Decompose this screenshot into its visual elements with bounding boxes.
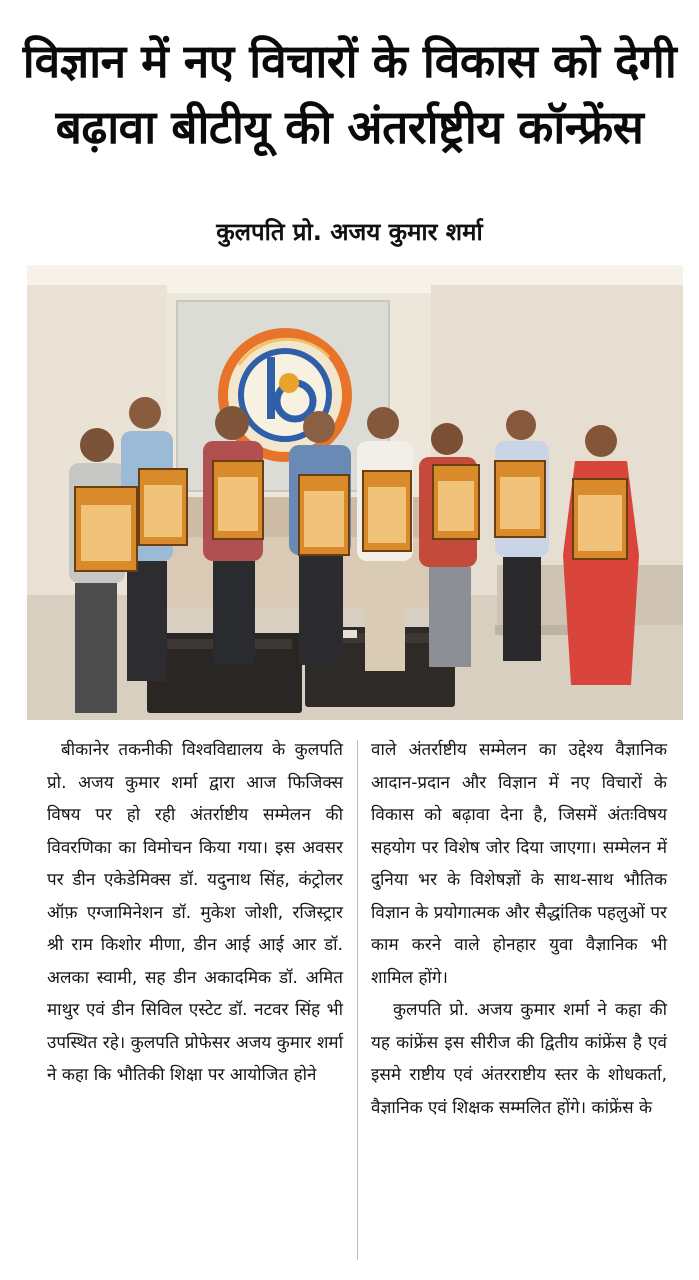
headline-line-1: विज्ञान में नए विचारों के विकास को देगी <box>22 34 677 88</box>
article-paragraph: वाले अंतर्राष्टीय सम्मेलन का उद्देश्य वैज्ञानिक आदान-प्रदान और विज्ञान में नए विचारों के विकास को बढ़ावा देना है, जिसमें अंतःविषय सहयोग पर विशेष जोर दिया जाएगा। सम्मेलन में दुनिया भर के विशेषज्ञों के साथ-साथ भौतिक विज्ञान के प्रयोगात्मक और सैद्धांतिक पहलुओं पर काम करने वाले होनहार युवा वैज्ञानिक भी शामिल होंगे। <box>371 740 667 988</box>
headline <box>0 28 699 160</box>
news-photo <box>27 265 683 720</box>
article-paragraph: कुलपति प्रो. अजय कुमार शर्मा ने कहा की यह कांफ्रेंस इस सीरीज की द्वितीय कांफ्रेंस है एवं इसमे राष्टीय एवं अंतरराष्टीय स्तर के शोधकर्ता, वैज्ञानिक एवं शिक्षक सम्मलित होंगे। कांफ्रेंस के <box>371 1000 667 1118</box>
byline: कुलपति प्रो. अजय कुमार शर्मा <box>216 218 483 246</box>
article-body <box>47 734 683 1274</box>
headline-line-2: बढ़ावा बीटीयू की अंतर्राष्ट्रीय कॉन्फ्रेंस <box>55 100 644 154</box>
article-paragraph: बीकानेर तकनीकी विश्वविद्यालय के कुलपति प्रो. अजय कुमार शर्मा द्वारा आज फिजिक्स विषय पर हो रही अंतर्राष्टीय सम्मेलन की विवरणिका का विमोचन किया गया। इस अवसर पर डीन एकेडेमिक्स डॉ. यदुनाथ सिंह, कंट्रोलर ऑफ़ एग्जामिनेशन डॉ. मुकेश जोशी, रजिस्ट्रार श्री राम किशोर मीणा, डीन आई आई आर डॉ. अलका स्वामी, सह डीन अकादमिक डॉ. अमित माथुर एवं डीन सिविल एस्टेट डॉ. नटवर सिंह भी उपस्थित रहे। कुलपति प्रोफेसर अजय कुमार शर्मा ने कहा कि भौतिकी शिक्षा पर आयोजित होने <box>47 740 343 1085</box>
column-divider <box>357 740 358 1260</box>
article-column-left <box>47 734 343 1092</box>
article-column-right <box>371 734 667 1124</box>
